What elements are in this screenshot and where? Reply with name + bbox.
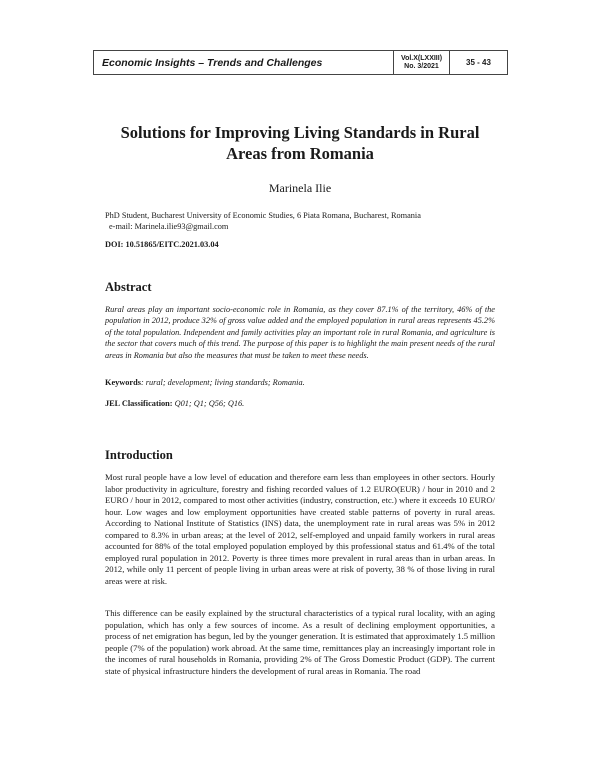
volume-info [393,51,449,74]
abstract-text: Rural areas play an important socio-economic role in Romania, as they cover 87.1% of the territory, 46% of the population in 2012, produce 32% of gross value added and the employed population in rural areas represents 45.2% of the total population. Independent and family activities play an important role in rural Romania, and agriculture is the sector that covers much of this trend. The purpose of this paper is to highlight the main present needs of the rural areas in Romania but also the measures that must be taken to meet these needs. [105,305,495,360]
doi[interactable]: DOI: 10.51865/EITC.2021.03.04 [105,240,219,249]
page-range: 35 - 43 [449,51,507,74]
keywords-value: : rural; development; living standards; Romania. [140,378,305,387]
intro-paragraph-1: Most rural people have a low level of education and therefore earn less than employees in other sectors. Hourly labor productivity in agriculture, forestry and fishing recorded values of 1.2 EURO(EUR) / hour in 2010 and 2 EURO / hour in 2012, compared to most other activities (industry, construction, etc.) where it exceeds 10 EURO/ hour. Low wages and low employment opportunities have created stable patterns of poverty in rural areas. According to National Institute of Statistics (INS) data, the unemployment rate in rural areas was 5% in 2012 compared to 8.3% in urban areas; at the level of 2012, self-employed and unpaid family workers in rural areas accounted for 88% of the total employed population employed by this professional status and 61.4% of the total employed rural population in 2012. Poverty is three times more prevalent in rural areas than in urban areas. In 2012, while only 11 percent of people living in urban areas were at risk of poverty, 38 % of those living in rural areas were at risk. [105,472,495,586]
title-line-2: Areas from Romania [226,144,374,163]
paper-title [80,122,520,164]
affiliation-block [105,210,525,232]
keywords-label: Keywords [105,378,141,387]
journal-name: Economic Insights – Trends and Challenges [102,56,323,69]
volume-number: Vol.X(LXXIII) [400,54,443,62]
intro-paragraph-2: This difference can be easily explained by the structural characteristics of a typical rural locality, with an aging population, which has only a few sources of income. As a result of declining employment opportunities, a process of net emigration has begun, led by the younger generation. It is estimated that approximately 1.5 million people (7% of the population) work abroad. At the same time, remittances play an increasingly important role in the incomes of rural households in Romania, providing 2% of The Gross Domestic Product (GDP). The current state of physical infrastructure hinders the development of rural areas in Romania. The road [105,608,495,676]
issue-number: No. 3/2021 [404,62,439,70]
author-name: Marinela Ilie [268,181,332,195]
jel-classification [105,399,244,408]
journal-header [93,50,508,75]
keywords [105,378,305,387]
introduction-heading: Introduction [105,448,173,462]
author-email[interactable]: e-mail: Marinela.ilie93@gmail.com [109,222,229,231]
title-line-1: Solutions for Improving Living Standards in Rural [120,123,480,142]
affiliation: PhD Student, Bucharest University of Economic Studies, 6 Piata Romana, Bucharest, Romania [105,211,421,220]
jel-value: Q01; Q1; Q56; Q16. [172,399,245,408]
abstract-heading: Abstract [105,280,152,294]
jel-label: JEL Classification: [105,399,173,408]
